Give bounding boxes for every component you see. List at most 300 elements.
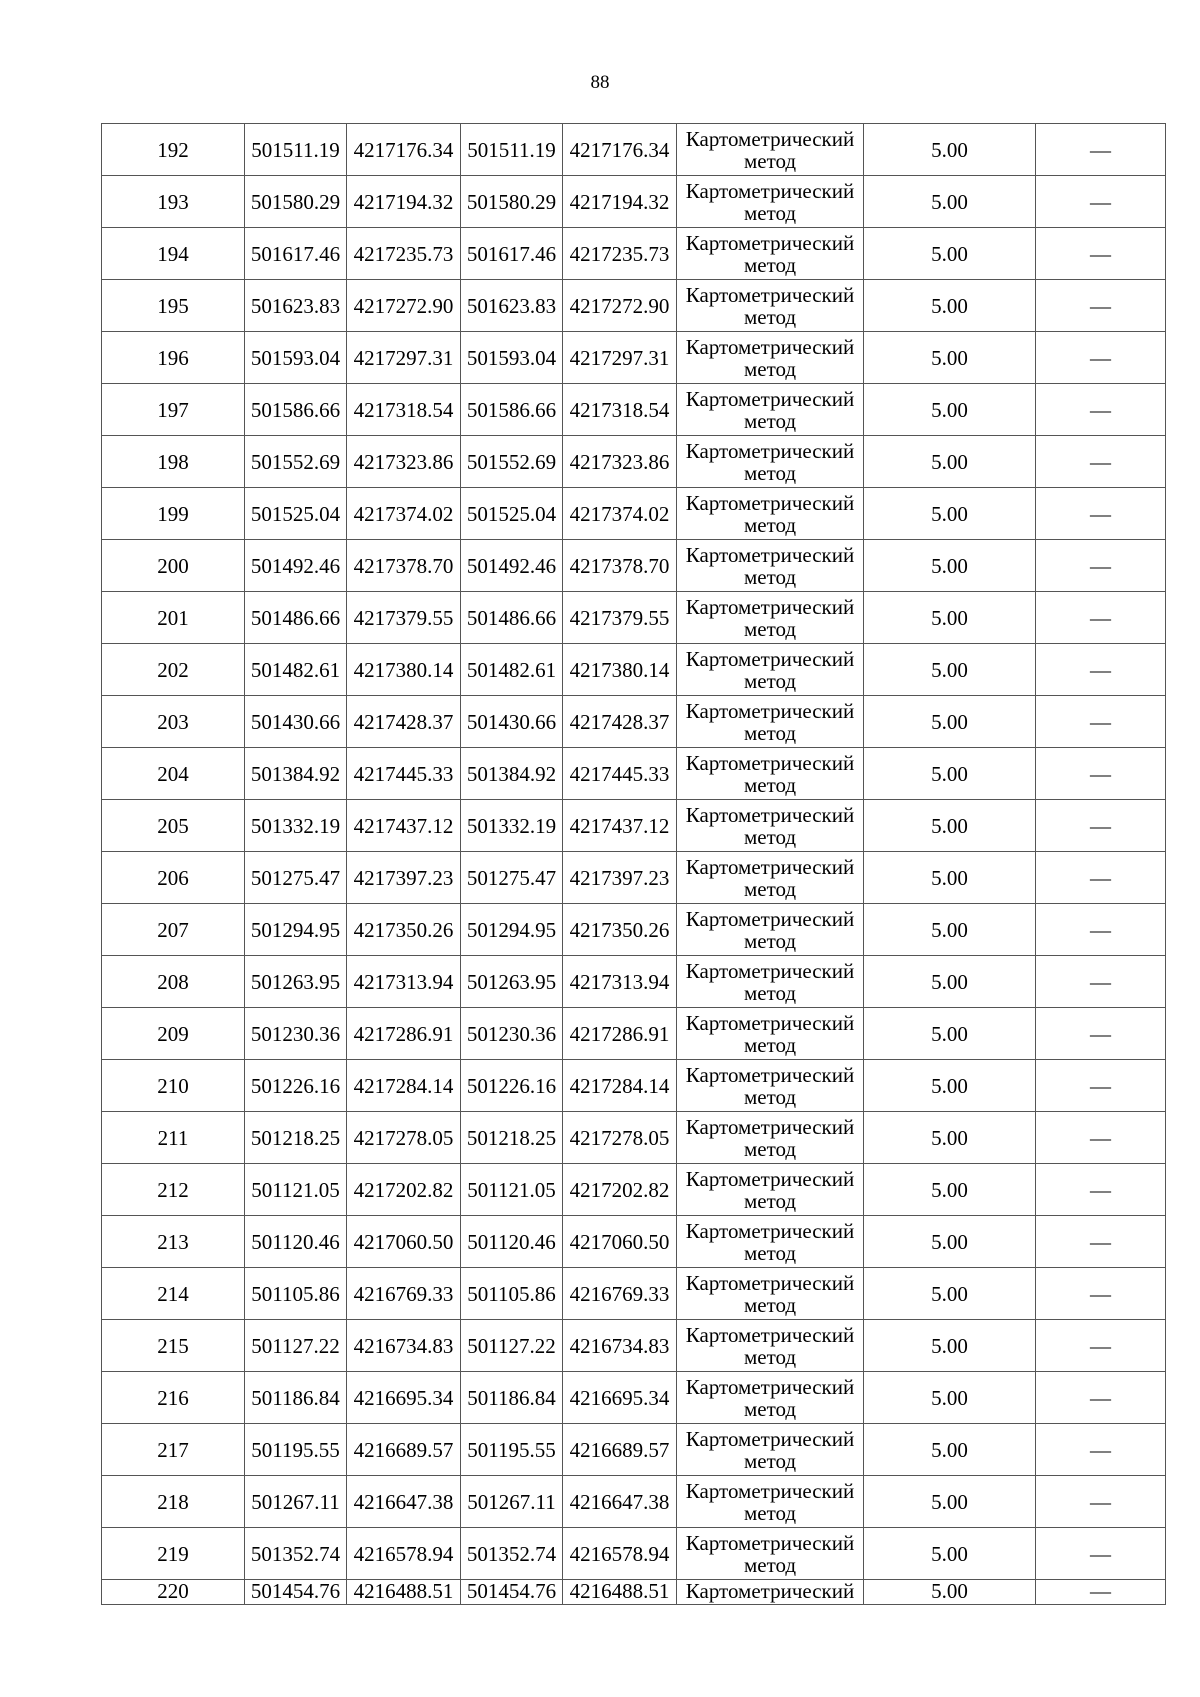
y-new-cell: 4216734.83 [563, 1320, 677, 1372]
y-new-cell: 4217286.91 [563, 1008, 677, 1060]
method-cell [677, 748, 864, 800]
y-existing-cell: 4217202.82 [347, 1164, 461, 1216]
x-new-cell: 501230.36 [461, 1008, 563, 1060]
method-line-2: метод [743, 460, 797, 485]
table-row [102, 332, 1166, 384]
method-cell [677, 592, 864, 644]
method-line-1: Картометрический [685, 1062, 855, 1087]
method-cell [677, 332, 864, 384]
note-cell: — [1036, 956, 1166, 1008]
note-cell: — [1036, 852, 1166, 904]
method-cell [677, 1008, 864, 1060]
accuracy-cell: 5.00 [864, 488, 1036, 540]
y-new-cell: 4217379.55 [563, 592, 677, 644]
table-row [102, 1372, 1166, 1424]
x-existing-cell: 501120.46 [245, 1216, 347, 1268]
method-cell [677, 1424, 864, 1476]
x-new-cell: 501552.69 [461, 436, 563, 488]
y-new-cell: 4217437.12 [563, 800, 677, 852]
point-number-cell: 205 [102, 800, 245, 852]
table-row [102, 1476, 1166, 1528]
x-new-cell: 501593.04 [461, 332, 563, 384]
y-existing-cell: 4217350.26 [347, 904, 461, 956]
y-new-cell: 4217278.05 [563, 1112, 677, 1164]
table-row [102, 1112, 1166, 1164]
x-new-cell: 501492.46 [461, 540, 563, 592]
table-row [102, 1216, 1166, 1268]
note-cell: — [1036, 800, 1166, 852]
y-existing-cell: 4217286.91 [347, 1008, 461, 1060]
method-line-1: Картометрический [685, 646, 855, 671]
note-cell: — [1036, 1164, 1166, 1216]
y-existing-cell: 4216734.83 [347, 1320, 461, 1372]
method-line-1: Картометрический [685, 750, 855, 775]
method-line-2: метод [743, 1500, 797, 1525]
method-line-2: метод [743, 252, 797, 277]
x-new-cell: 501511.19 [461, 124, 563, 176]
method-line-1: Картометрический [685, 1166, 855, 1191]
table-row [102, 1580, 1166, 1605]
table-row [102, 488, 1166, 540]
point-number-cell: 210 [102, 1060, 245, 1112]
x-new-cell: 501294.95 [461, 904, 563, 956]
point-number-cell: 216 [102, 1372, 245, 1424]
point-number-cell: 197 [102, 384, 245, 436]
x-new-cell: 501454.76 [461, 1580, 563, 1605]
table-row [102, 852, 1166, 904]
x-existing-cell: 501121.05 [245, 1164, 347, 1216]
method-line-2: метод [743, 876, 797, 901]
x-existing-cell: 501230.36 [245, 1008, 347, 1060]
accuracy-cell: 5.00 [864, 1424, 1036, 1476]
point-number-cell: 206 [102, 852, 245, 904]
method-line-2: метод [743, 512, 797, 537]
x-existing-cell: 501492.46 [245, 540, 347, 592]
table-row [102, 436, 1166, 488]
point-number-cell: 199 [102, 488, 245, 540]
point-number-cell: 198 [102, 436, 245, 488]
method-line-1: Картометрический [685, 282, 855, 307]
x-existing-cell: 501586.66 [245, 384, 347, 436]
accuracy-cell: 5.00 [864, 592, 1036, 644]
accuracy-cell: 5.00 [864, 644, 1036, 696]
x-existing-cell: 501525.04 [245, 488, 347, 540]
table-row [102, 1060, 1166, 1112]
note-cell: — [1036, 436, 1166, 488]
y-new-cell: 4217202.82 [563, 1164, 677, 1216]
y-existing-cell: 4217313.94 [347, 956, 461, 1008]
method-line-1: Картометрический [685, 386, 855, 411]
table-row [102, 384, 1166, 436]
x-new-cell: 501384.92 [461, 748, 563, 800]
y-existing-cell: 4217272.90 [347, 280, 461, 332]
point-number-cell: 208 [102, 956, 245, 1008]
y-new-cell: 4217428.37 [563, 696, 677, 748]
note-cell: — [1036, 280, 1166, 332]
method-cell [677, 1216, 864, 1268]
method-cell [677, 280, 864, 332]
method-line-1: Картометрический [685, 126, 855, 151]
x-new-cell: 501430.66 [461, 696, 563, 748]
x-existing-cell: 501580.29 [245, 176, 347, 228]
accuracy-cell: 5.00 [864, 384, 1036, 436]
note-cell: — [1036, 1580, 1166, 1605]
x-new-cell: 501623.83 [461, 280, 563, 332]
point-number-cell: 193 [102, 176, 245, 228]
point-number-cell: 194 [102, 228, 245, 280]
method-line-2: метод [743, 668, 797, 693]
table-row [102, 176, 1166, 228]
y-existing-cell: 4217437.12 [347, 800, 461, 852]
point-number-cell: 200 [102, 540, 245, 592]
table-row [102, 800, 1166, 852]
accuracy-cell: 5.00 [864, 332, 1036, 384]
y-existing-cell: 4216578.94 [347, 1528, 461, 1580]
point-number-cell: 203 [102, 696, 245, 748]
x-existing-cell: 501352.74 [245, 1528, 347, 1580]
accuracy-cell: 5.00 [864, 540, 1036, 592]
x-existing-cell: 501127.22 [245, 1320, 347, 1372]
x-new-cell: 501195.55 [461, 1424, 563, 1476]
y-existing-cell: 4217380.14 [347, 644, 461, 696]
y-new-cell: 4216578.94 [563, 1528, 677, 1580]
y-new-cell: 4216769.33 [563, 1268, 677, 1320]
table-row [102, 280, 1166, 332]
method-line-2: метод [743, 1396, 797, 1421]
x-new-cell: 501263.95 [461, 956, 563, 1008]
x-new-cell: 501267.11 [461, 1476, 563, 1528]
note-cell: — [1036, 748, 1166, 800]
note-cell: — [1036, 644, 1166, 696]
method-line-2: метод [743, 1292, 797, 1317]
accuracy-cell: 5.00 [864, 1580, 1036, 1605]
y-new-cell: 4216695.34 [563, 1372, 677, 1424]
point-number-cell: 196 [102, 332, 245, 384]
method-line-2: метод [743, 772, 797, 797]
method-cell [677, 540, 864, 592]
x-existing-cell: 501186.84 [245, 1372, 347, 1424]
x-existing-cell: 501454.76 [245, 1580, 347, 1605]
table-row [102, 904, 1166, 956]
method-line-2: метод [743, 720, 797, 745]
y-new-cell: 4217284.14 [563, 1060, 677, 1112]
table-row [102, 228, 1166, 280]
method-line-1: Картометрический [685, 1579, 855, 1603]
method-cell [677, 696, 864, 748]
method-line-1: Картометрический [685, 906, 855, 931]
method-cell [677, 1060, 864, 1112]
method-line-2: метод [743, 1240, 797, 1265]
note-cell: — [1036, 176, 1166, 228]
method-cell [677, 228, 864, 280]
x-new-cell: 501580.29 [461, 176, 563, 228]
method-cell [677, 1164, 864, 1216]
table-row [102, 696, 1166, 748]
x-existing-cell: 501486.66 [245, 592, 347, 644]
table-body [102, 124, 1166, 1605]
y-new-cell: 4216689.57 [563, 1424, 677, 1476]
x-existing-cell: 501294.95 [245, 904, 347, 956]
y-existing-cell: 4217176.34 [347, 124, 461, 176]
x-existing-cell: 501275.47 [245, 852, 347, 904]
method-line-1: Картометрический [685, 1374, 855, 1399]
method-line-2: метод [743, 1084, 797, 1109]
method-cell [677, 1112, 864, 1164]
x-new-cell: 501525.04 [461, 488, 563, 540]
x-new-cell: 501105.86 [461, 1268, 563, 1320]
method-cell [677, 852, 864, 904]
note-cell: — [1036, 1528, 1166, 1580]
method-line-1: Картометрический [685, 958, 855, 983]
note-cell: — [1036, 332, 1166, 384]
note-cell: — [1036, 228, 1166, 280]
method-line-1: Картометрический [685, 854, 855, 879]
method-cell [677, 1476, 864, 1528]
note-cell: — [1036, 1476, 1166, 1528]
accuracy-cell: 5.00 [864, 176, 1036, 228]
y-new-cell: 4216647.38 [563, 1476, 677, 1528]
method-line-2: метод [743, 980, 797, 1005]
y-existing-cell: 4217374.02 [347, 488, 461, 540]
note-cell: — [1036, 1008, 1166, 1060]
table-row [102, 592, 1166, 644]
y-existing-cell: 4217378.70 [347, 540, 461, 592]
accuracy-cell: 5.00 [864, 852, 1036, 904]
accuracy-cell: 5.00 [864, 1060, 1036, 1112]
accuracy-cell: 5.00 [864, 1268, 1036, 1320]
method-cell [677, 124, 864, 176]
table-row [102, 1528, 1166, 1580]
accuracy-cell: 5.00 [864, 436, 1036, 488]
accuracy-cell: 5.00 [864, 1008, 1036, 1060]
y-existing-cell: 4217297.31 [347, 332, 461, 384]
accuracy-cell: 5.00 [864, 1476, 1036, 1528]
y-new-cell: 4217323.86 [563, 436, 677, 488]
method-cell [677, 1528, 864, 1580]
accuracy-cell: 5.00 [864, 1320, 1036, 1372]
note-cell: — [1036, 696, 1166, 748]
method-line-2: метод [743, 408, 797, 433]
note-cell: — [1036, 1112, 1166, 1164]
point-number-cell: 211 [102, 1112, 245, 1164]
method-line-2: метод [743, 1448, 797, 1473]
y-new-cell: 4217176.34 [563, 124, 677, 176]
x-new-cell: 501275.47 [461, 852, 563, 904]
x-existing-cell: 501430.66 [245, 696, 347, 748]
point-number-cell: 201 [102, 592, 245, 644]
method-line-1: Картометрический [685, 1010, 855, 1035]
method-line-1: Картометрический [685, 178, 855, 203]
x-existing-cell: 501226.16 [245, 1060, 347, 1112]
method-line-2: метод [743, 1032, 797, 1057]
y-existing-cell: 4216689.57 [347, 1424, 461, 1476]
accuracy-cell: 5.00 [864, 956, 1036, 1008]
note-cell: — [1036, 904, 1166, 956]
x-existing-cell: 501552.69 [245, 436, 347, 488]
x-new-cell: 501127.22 [461, 1320, 563, 1372]
x-new-cell: 501482.61 [461, 644, 563, 696]
method-cell [677, 176, 864, 228]
note-cell: — [1036, 1320, 1166, 1372]
y-new-cell: 4216488.51 [563, 1580, 677, 1605]
method-line-2: метод [743, 200, 797, 225]
method-line-2: метод [743, 564, 797, 589]
y-existing-cell: 4217397.23 [347, 852, 461, 904]
method-line-1: Картометрический [685, 802, 855, 827]
table-row [102, 956, 1166, 1008]
method-line-2: метод [743, 824, 797, 849]
method-line-1: Картометрический [685, 490, 855, 515]
method-cell [677, 436, 864, 488]
point-number-cell: 212 [102, 1164, 245, 1216]
x-existing-cell: 501267.11 [245, 1476, 347, 1528]
method-line-1: Картометрический [685, 542, 855, 567]
note-cell: — [1036, 1372, 1166, 1424]
method-line-1: Картометрический [685, 1322, 855, 1347]
method-cell [677, 956, 864, 1008]
method-line-1: Картометрический [685, 1530, 855, 1555]
y-existing-cell: 4217428.37 [347, 696, 461, 748]
y-existing-cell: 4217060.50 [347, 1216, 461, 1268]
table-row [102, 1164, 1166, 1216]
accuracy-cell: 5.00 [864, 800, 1036, 852]
method-cell [677, 384, 864, 436]
method-line-2: метод [743, 148, 797, 173]
y-existing-cell: 4216695.34 [347, 1372, 461, 1424]
method-line-2: метод [743, 616, 797, 641]
method-cell [677, 800, 864, 852]
x-existing-cell: 501332.19 [245, 800, 347, 852]
y-new-cell: 4217313.94 [563, 956, 677, 1008]
y-existing-cell: 4217284.14 [347, 1060, 461, 1112]
accuracy-cell: 5.00 [864, 904, 1036, 956]
x-existing-cell: 501218.25 [245, 1112, 347, 1164]
x-new-cell: 501218.25 [461, 1112, 563, 1164]
point-number-cell: 217 [102, 1424, 245, 1476]
x-new-cell: 501352.74 [461, 1528, 563, 1580]
method-cell [677, 644, 864, 696]
y-new-cell: 4217380.14 [563, 644, 677, 696]
y-new-cell: 4217060.50 [563, 1216, 677, 1268]
x-new-cell: 501332.19 [461, 800, 563, 852]
x-existing-cell: 501482.61 [245, 644, 347, 696]
method-line-1: Картометрический [685, 438, 855, 463]
accuracy-cell: 5.00 [864, 124, 1036, 176]
y-existing-cell: 4217194.32 [347, 176, 461, 228]
x-existing-cell: 501105.86 [245, 1268, 347, 1320]
method-line-2: метод [743, 1344, 797, 1369]
method-cell [677, 1268, 864, 1320]
y-new-cell: 4217318.54 [563, 384, 677, 436]
note-cell: — [1036, 124, 1166, 176]
accuracy-cell: 5.00 [864, 748, 1036, 800]
x-new-cell: 501120.46 [461, 1216, 563, 1268]
y-existing-cell: 4217278.05 [347, 1112, 461, 1164]
method-line-1: Картометрический [685, 698, 855, 723]
point-number-cell: 218 [102, 1476, 245, 1528]
accuracy-cell: 5.00 [864, 228, 1036, 280]
y-new-cell: 4217235.73 [563, 228, 677, 280]
point-number-cell: 204 [102, 748, 245, 800]
table-row [102, 644, 1166, 696]
x-existing-cell: 501623.83 [245, 280, 347, 332]
note-cell: — [1036, 1268, 1166, 1320]
x-new-cell: 501186.84 [461, 1372, 563, 1424]
method-line-2: метод [743, 1188, 797, 1213]
x-new-cell: 501617.46 [461, 228, 563, 280]
x-new-cell: 501226.16 [461, 1060, 563, 1112]
method-cell [677, 488, 864, 540]
y-new-cell: 4217374.02 [563, 488, 677, 540]
y-new-cell: 4217272.90 [563, 280, 677, 332]
method-line-2: метод [743, 304, 797, 329]
x-existing-cell: 501617.46 [245, 228, 347, 280]
y-existing-cell: 4216647.38 [347, 1476, 461, 1528]
note-cell: — [1036, 1216, 1166, 1268]
y-new-cell: 4217378.70 [563, 540, 677, 592]
accuracy-cell: 5.00 [864, 1164, 1036, 1216]
accuracy-cell: 5.00 [864, 1112, 1036, 1164]
y-existing-cell: 4217235.73 [347, 228, 461, 280]
method-line-1: Картометрический [685, 594, 855, 619]
x-existing-cell: 501511.19 [245, 124, 347, 176]
table-row [102, 1268, 1166, 1320]
y-existing-cell: 4217323.86 [347, 436, 461, 488]
table-row [102, 540, 1166, 592]
method-line-2: метод [743, 1552, 797, 1577]
x-new-cell: 501121.05 [461, 1164, 563, 1216]
note-cell: — [1036, 488, 1166, 540]
method-cell [677, 1372, 864, 1424]
note-cell: — [1036, 1060, 1166, 1112]
point-number-cell: 219 [102, 1528, 245, 1580]
table-row [102, 124, 1166, 176]
point-number-cell: 195 [102, 280, 245, 332]
x-existing-cell: 501263.95 [245, 956, 347, 1008]
method-cell [677, 904, 864, 956]
method-line-2: метод [743, 356, 797, 381]
y-new-cell: 4217445.33 [563, 748, 677, 800]
y-existing-cell: 4216769.33 [347, 1268, 461, 1320]
note-cell: — [1036, 592, 1166, 644]
point-number-cell: 214 [102, 1268, 245, 1320]
point-number-cell: 192 [102, 124, 245, 176]
table-row [102, 1320, 1166, 1372]
table-row [102, 1424, 1166, 1476]
method-line-1: Картометрический [685, 1478, 855, 1503]
x-existing-cell: 501195.55 [245, 1424, 347, 1476]
y-new-cell: 4217397.23 [563, 852, 677, 904]
accuracy-cell: 5.00 [864, 1216, 1036, 1268]
y-new-cell: 4217297.31 [563, 332, 677, 384]
y-existing-cell: 4216488.51 [347, 1580, 461, 1605]
y-existing-cell: 4217318.54 [347, 384, 461, 436]
y-existing-cell: 4217445.33 [347, 748, 461, 800]
method-line-2: метод [743, 928, 797, 953]
method-line-1: Картометрический [685, 1218, 855, 1243]
y-new-cell: 4217350.26 [563, 904, 677, 956]
y-new-cell: 4217194.32 [563, 176, 677, 228]
x-existing-cell: 501593.04 [245, 332, 347, 384]
method-cell [677, 1320, 864, 1372]
method-line-1: Картометрический [685, 230, 855, 255]
accuracy-cell: 5.00 [864, 280, 1036, 332]
method-line-1: Картометрический [685, 1270, 855, 1295]
point-number-cell: 209 [102, 1008, 245, 1060]
note-cell: — [1036, 384, 1166, 436]
x-new-cell: 501486.66 [461, 592, 563, 644]
note-cell: — [1036, 1424, 1166, 1476]
